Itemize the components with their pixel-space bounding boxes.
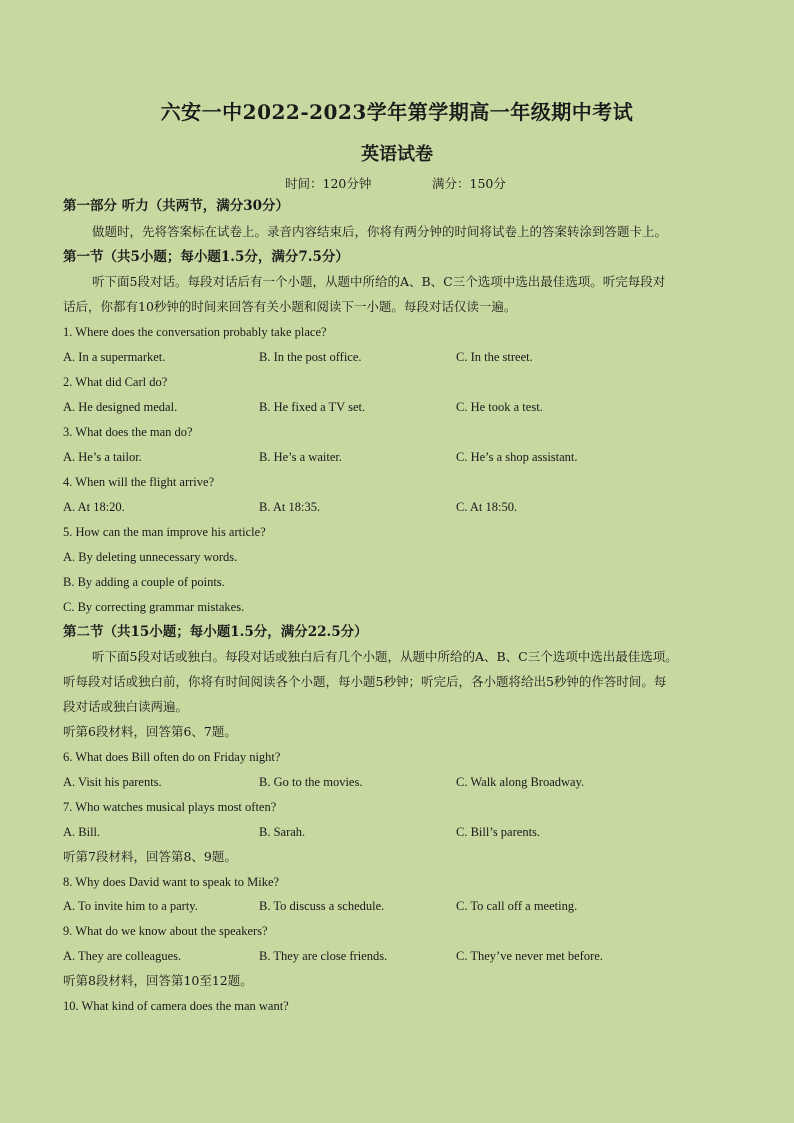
material-7-note: 听第7段材料，回答第8、9题。 <box>63 849 237 864</box>
material-6-note: 听第6段材料，回答第6、7题。 <box>63 724 237 739</box>
part1-heading: 第一部分 听力（共两节，满分30分） <box>63 198 289 214</box>
option-a: A. To invite him to a party. <box>63 899 198 913</box>
question-3: 3. What does the man do? <box>63 425 193 439</box>
option-b: B. Sarah. <box>259 825 306 839</box>
option-b: B. Go to the movies. <box>259 775 363 789</box>
option-c: C. Walk along Broadway. <box>456 775 585 789</box>
question-8: 8. Why does David want to speak to Mike? <box>63 875 280 889</box>
option-b: B. He fixed a TV set. <box>259 400 366 414</box>
question-6: 6. What does Bill often do on Friday night? <box>63 750 281 764</box>
option-c: C. In the street. <box>456 350 533 364</box>
exam-title: 六安一中2022-2023学年第学期高一年级期中考试 <box>160 100 634 124</box>
question-10: 10. What kind of camera does the man want? <box>63 999 289 1013</box>
exam-time: 时间：120分钟 <box>285 176 372 191</box>
section2-instruction: 听下面5段对话或独白。每段对话或独白后有几个小题，从题中所给的A、B、C三个选项中选出最佳选项。 <box>92 649 678 664</box>
question-9: 9. What do we know about the speakers? <box>63 924 268 938</box>
section1-heading: 第一节（共5小题；每小题1.5分，满分7.5分） <box>63 249 349 265</box>
section2-heading: 第二节（共15小题；每小题1.5分，满分22.5分） <box>63 624 368 640</box>
option-c: C. Bill’s parents. <box>456 825 541 839</box>
option-a: A. Visit his parents. <box>63 775 162 789</box>
section2-instruction-cont: 听每段对话或独白前，你将有时间阅读各个小题，每小题5秒钟；听完后，各小题将给出5秒钟的作答时间。每 <box>63 674 667 689</box>
option-b: B. They are close friends. <box>259 949 388 963</box>
option-b: B. In the post office. <box>259 350 362 364</box>
option-b: B. He’s a waiter. <box>259 450 342 464</box>
section1-instruction-cont: 话后，你都有10秒钟的时间来回答有关小题和阅读下一小题。每段对话仅读一遍。 <box>63 299 517 314</box>
question-4: 4. When will the flight arrive? <box>63 475 215 489</box>
option-c: C. At 18:50. <box>456 500 518 514</box>
option-a: A. He’s a tailor. <box>63 450 142 464</box>
part1-intro: 做题时，先将答案标在试卷上。录音内容结束后，你将有两分钟的时间将试卷上的答案转涂到答题卡上。 <box>92 224 668 239</box>
exam-subtitle: 英语试卷 <box>361 144 433 165</box>
option-c: C. He’s a shop assistant. <box>456 450 578 464</box>
option-a: A. In a supermarket. <box>63 350 166 364</box>
option-a: A. At 18:20. <box>63 500 125 514</box>
option-a: A. Bill. <box>63 825 101 839</box>
option-c: C. By correcting grammar mistakes. <box>63 600 245 614</box>
option-c: C. To call off a meeting. <box>456 899 578 913</box>
exam-score: 满分：150分 <box>432 176 506 191</box>
section2-instruction-end: 段对话或独白读两遍。 <box>63 699 189 714</box>
section1-instruction: 听下面5段对话。每段对话后有一个小题，从题中所给的A、B、C三个选项中选出最佳选项。听完每段对 <box>92 274 666 289</box>
question-1: 1. Where does the conversation probably take place? <box>63 325 327 339</box>
option-c: C. He took a test. <box>456 400 543 414</box>
option-a: A. By deleting unnecessary words. <box>63 550 238 564</box>
option-a: A. They are colleagues. <box>63 949 182 963</box>
option-a: A. He designed medal. <box>63 400 178 414</box>
question-2: 2. What did Carl do? <box>63 375 168 389</box>
option-b: B. By adding a couple of points. <box>63 575 225 589</box>
question-5: 5. How can the man improve his article? <box>63 525 266 539</box>
option-b: B. At 18:35. <box>259 500 321 514</box>
material-8-note: 听第8段材料，回答第10至12题。 <box>63 973 253 988</box>
option-b: B. To discuss a schedule. <box>259 899 385 913</box>
option-c: C. They’ve never met before. <box>456 949 603 963</box>
question-7: 7. Who watches musical plays most often? <box>63 800 277 814</box>
